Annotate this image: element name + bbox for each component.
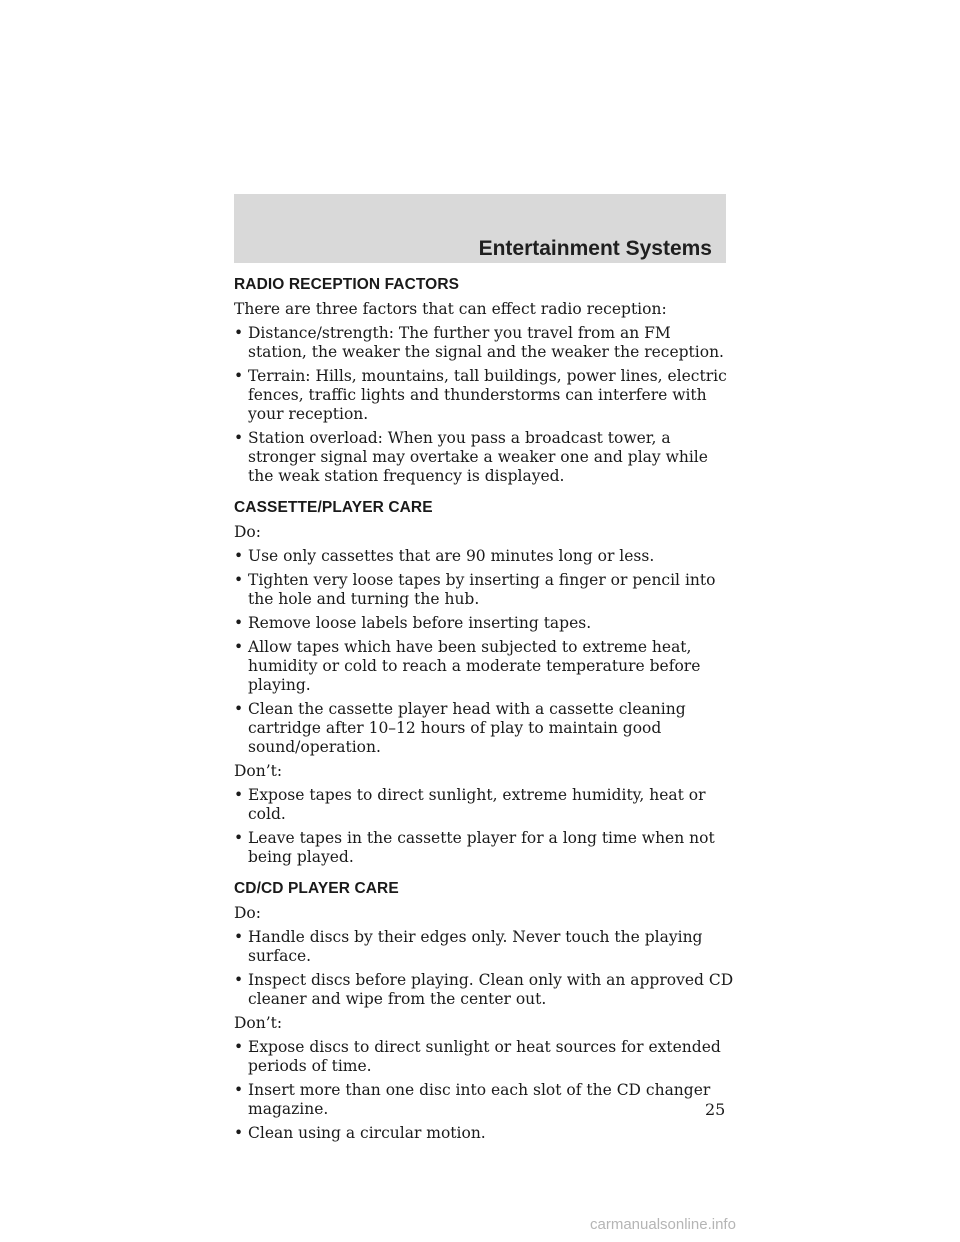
list-item: • Expose tapes to direct sunlight, extreme humidity, heat or cold. (234, 786, 706, 823)
list-item: • Tighten very loose tapes by inserting a finger or pencil into the hole and turning the hub. (234, 571, 716, 608)
list-item: • Remove loose labels before inserting tapes. (234, 614, 592, 632)
page-number: 25 (705, 1100, 726, 1119)
do-list (234, 547, 734, 757)
bullet-list (234, 324, 734, 486)
bullet-icon: • (234, 1038, 244, 1056)
bullet-icon: • (234, 324, 244, 342)
list-item: • Station overload: When you pass a broadcast tower, a stronger signal may overtake a weaker one and play while the weak station frequency is displayed. (234, 429, 708, 485)
list-item: • Leave tapes in the cassette player for a long time when not being played. (234, 829, 715, 866)
bullet-icon: • (234, 786, 244, 804)
section-radio-reception (234, 275, 734, 486)
list-item: • Clean using a circular motion. (234, 1124, 486, 1142)
bullet-icon: • (234, 571, 244, 589)
bullet-icon: • (234, 700, 244, 718)
bullet-icon: • (234, 829, 244, 847)
list-item: • Distance/strength: The further you travel from an FM station, the weaker the signal and the weaker the reception. (234, 324, 724, 361)
do-label: Do: (234, 523, 261, 541)
page-content (234, 275, 734, 1155)
do-list (234, 928, 734, 1009)
bullet-icon: • (234, 971, 244, 989)
dont-label: Don’t: (234, 762, 283, 780)
section-cd-care (234, 879, 734, 1143)
dont-list (234, 786, 734, 867)
bullet-icon: • (234, 429, 244, 447)
list-item: • Allow tapes which have been subjected to extreme heat, humidity or cold to reach a moderate temperature before playing. (234, 638, 701, 694)
bullet-icon: • (234, 1124, 244, 1142)
bullet-icon: • (234, 547, 244, 565)
dont-list (234, 1038, 734, 1143)
section-header-bar (234, 194, 726, 263)
bullet-icon: • (234, 638, 244, 656)
list-item: • Terrain: Hills, mountains, tall buildings, power lines, electric fences, traffic lights and thunderstorms can interfere with your reception. (234, 367, 727, 423)
bullet-icon: • (234, 367, 244, 385)
do-label: Do: (234, 904, 261, 922)
section-heading: CASSETTE/PLAYER CARE (234, 499, 433, 516)
list-item: • Use only cassettes that are 90 minutes long or less. (234, 547, 655, 565)
list-item: • Clean the cassette player head with a cassette cleaning cartridge after 10–12 hours of play to maintain good sound/operation. (234, 700, 686, 756)
section-cassette-care (234, 498, 734, 867)
watermark-text: carmanualsonline.info (590, 1216, 736, 1233)
section-heading: CD/CD PLAYER CARE (234, 880, 399, 897)
list-item: • Expose discs to direct sunlight or heat sources for extended periods of time. (234, 1038, 721, 1075)
bullet-icon: • (234, 614, 244, 632)
list-item: • Handle discs by their edges only. Never touch the playing surface. (234, 928, 703, 965)
section-heading: RADIO RECEPTION FACTORS (234, 276, 460, 293)
dont-label: Don’t: (234, 1014, 283, 1032)
list-item: • Insert more than one disc into each slot of the CD changer magazine. (234, 1081, 711, 1118)
bullet-icon: • (234, 1081, 244, 1099)
bullet-icon: • (234, 928, 244, 946)
section-intro: There are three factors that can effect radio reception: (234, 300, 667, 318)
list-item: • Inspect discs before playing. Clean only with an approved CD cleaner and wipe from the center out. (234, 971, 734, 1008)
section-header-title: Entertainment Systems (478, 237, 712, 260)
